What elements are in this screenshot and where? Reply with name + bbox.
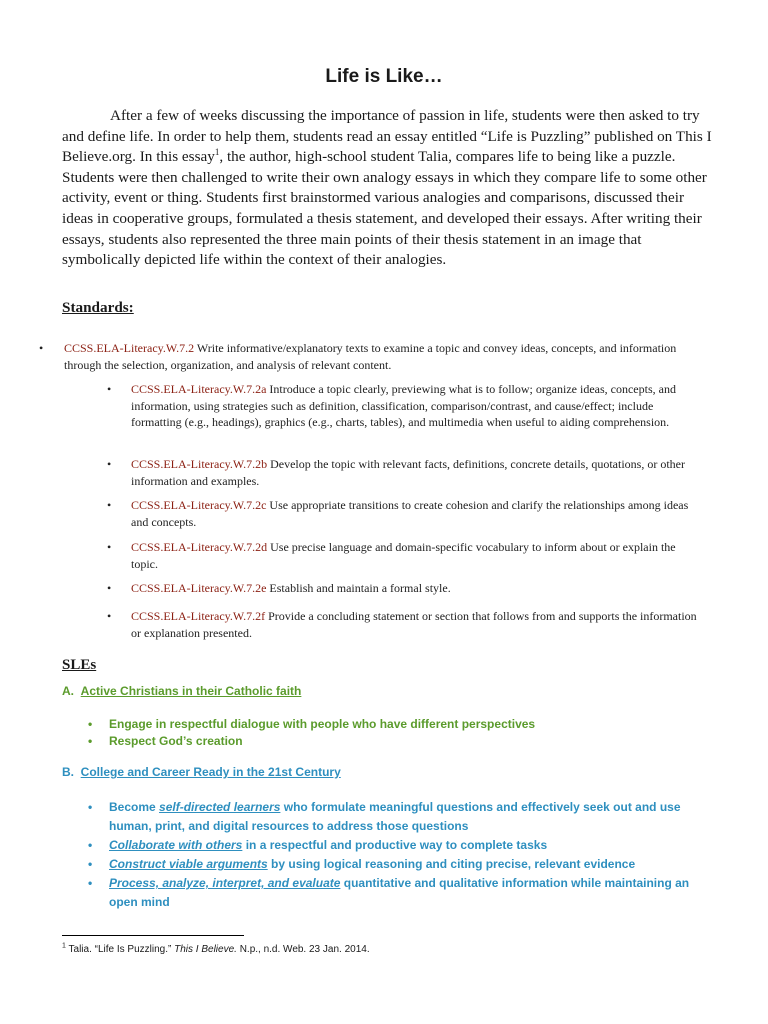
- bullet-icon: •: [88, 717, 93, 731]
- sle-b-item-4: [88, 874, 709, 912]
- standard-code: CCSS.ELA-Literacy.W.7.2e: [131, 581, 267, 595]
- sle-b-item-2: [88, 836, 709, 855]
- sle-a-item-2: [88, 732, 243, 751]
- standard-code: CCSS.ELA-Literacy.W.7.2c: [131, 498, 267, 512]
- standard-code: CCSS.ELA-Literacy.W.7.2a: [131, 382, 267, 396]
- bullet-icon: •: [39, 341, 44, 355]
- sle-b-item-post: who formulate meaningful questions and effectively seek out and use human, print, and digital resources to address those questions: [109, 800, 681, 833]
- standard-text: Provide a concluding statement or section that follows from and supports the information or explanation presented.: [131, 609, 697, 640]
- sles-heading: SLEs: [62, 657, 97, 673]
- standard-text: Develop the topic with relevant facts, definitions, concrete details, quotations, or other information and examples.: [131, 457, 685, 488]
- standard-text: Introduce a topic clearly, previewing what is to follow; organize ideas, concepts, and information, using strategies such as definition, classification, comparison/contrast, and cause/effect; include formatting (e.g., headings), graphics (e.g., charts, tables), and multimedia when useful to aiding comprehension.: [131, 382, 676, 429]
- bullet-icon: •: [88, 857, 93, 871]
- page-title: Life is Like…: [325, 66, 443, 87]
- sle-a-item-text: Engage in respectful dialogue with people who have different perspectives: [109, 717, 536, 731]
- standard-code: CCSS.ELA-Literacy.W.7.2f: [131, 609, 266, 623]
- standard-code: CCSS.ELA-Literacy.W.7.2b: [131, 457, 268, 471]
- sle-group-b-heading: [62, 765, 341, 779]
- footnote-separator: [62, 935, 244, 936]
- footnote-ref[interactable]: 1: [214, 147, 220, 158]
- standard-code: CCSS.ELA-Literacy.W.7.2: [64, 341, 195, 355]
- footnote-number: 1: [62, 942, 66, 950]
- sle-b-item-link[interactable]: Collaborate with others: [109, 838, 243, 852]
- sle-b-item-post: in a respectful and productive way to complete tasks: [242, 838, 548, 852]
- sle-b-item-post: by using logical reasoning and citing precise, relevant evidence: [267, 857, 636, 871]
- standard-text: Write informative/explanatory texts to examine a topic and convey ideas, concepts, and information through the selection, organization, and analysis of relevant content.: [64, 341, 677, 372]
- bullet-icon: •: [107, 457, 112, 471]
- standard-text: Use appropriate transitions to create cohesion and clarify the relationships among ideas and concepts.: [131, 498, 689, 529]
- bullet-icon: •: [107, 581, 112, 595]
- standard-text: Use precise language and domain-specific vocabulary to inform about or explain the topic.: [131, 540, 676, 571]
- sle-a-item-text: Respect God’s creation: [109, 734, 243, 748]
- standard-sub-c: [107, 497, 703, 530]
- footnote-source-title: This I Believe.: [174, 944, 237, 955]
- sle-b-item-link[interactable]: Construct viable arguments: [109, 857, 268, 871]
- sle-group-a-title[interactable]: Active Christians in their Catholic faith: [80, 684, 302, 698]
- bullet-icon: •: [88, 734, 93, 748]
- footnote-text-1: Talia. “Life Is Puzzling.”: [65, 944, 175, 955]
- standard-text: Establish and maintain a formal style.: [266, 581, 451, 595]
- bullet-icon: •: [107, 540, 112, 554]
- intro-paragraph: [62, 106, 712, 271]
- bullet-icon: •: [107, 382, 112, 396]
- standard-sub-b: [107, 456, 706, 489]
- standard-sub-f: [107, 608, 703, 641]
- sle-group-a-letter: A.: [62, 684, 74, 698]
- sle-b-item-pre: Become: [109, 800, 160, 814]
- footnote: [62, 944, 370, 955]
- sle-b-item-1: [88, 798, 709, 836]
- intro-text-1: After a few of weeks discussing the importance of passion in life, students were then asked to try and define life. In order to help them, students read an essay entitled “Life is Puzzling” published on This I Believe.org. In this essay: [62, 107, 712, 166]
- standard-sub-e: [107, 580, 703, 597]
- bullet-icon: •: [88, 800, 93, 814]
- sle-b-item-link[interactable]: self-directed learners: [159, 800, 281, 814]
- sle-group-b-letter: B.: [62, 765, 74, 779]
- standard-sub-a: [107, 381, 703, 431]
- bullet-icon: •: [107, 498, 112, 512]
- footnote-text-2: N.p., n.d. Web. 23 Jan. 2014.: [236, 944, 370, 955]
- standard-code: CCSS.ELA-Literacy.W.7.2d: [131, 540, 268, 554]
- bullet-icon: •: [88, 838, 93, 852]
- sle-group-b-title[interactable]: College and Career Ready in the 21st Century: [80, 765, 341, 779]
- sle-b-item-3: [88, 855, 709, 874]
- sle-group-a-heading: [62, 684, 301, 698]
- standard-main: [39, 340, 704, 373]
- intro-text-2: , the author, high-school student Talia, compares life to being like a puzzle. Students were then challenged to write their own analogy essays in which they compare life to some other activity, event or thing. Students first brainstormed various analogies and comparisons, discussed their ideas in cooperative groups, formulated a thesis statement, and developed their essays. After writing their essays, students also represented the three main points of their thesis statement in an image that symbolically depicted life within the context of their analogies.: [62, 148, 707, 269]
- bullet-icon: •: [107, 609, 112, 623]
- standards-heading: Standards:: [62, 299, 134, 316]
- bullet-icon: •: [88, 876, 93, 890]
- standard-sub-d: [107, 539, 691, 572]
- sle-b-item-link[interactable]: Process, analyze, interpret, and evaluate: [109, 876, 341, 890]
- sle-b-item-post: quantitative and qualitative information while maintaining an open mind: [109, 876, 690, 909]
